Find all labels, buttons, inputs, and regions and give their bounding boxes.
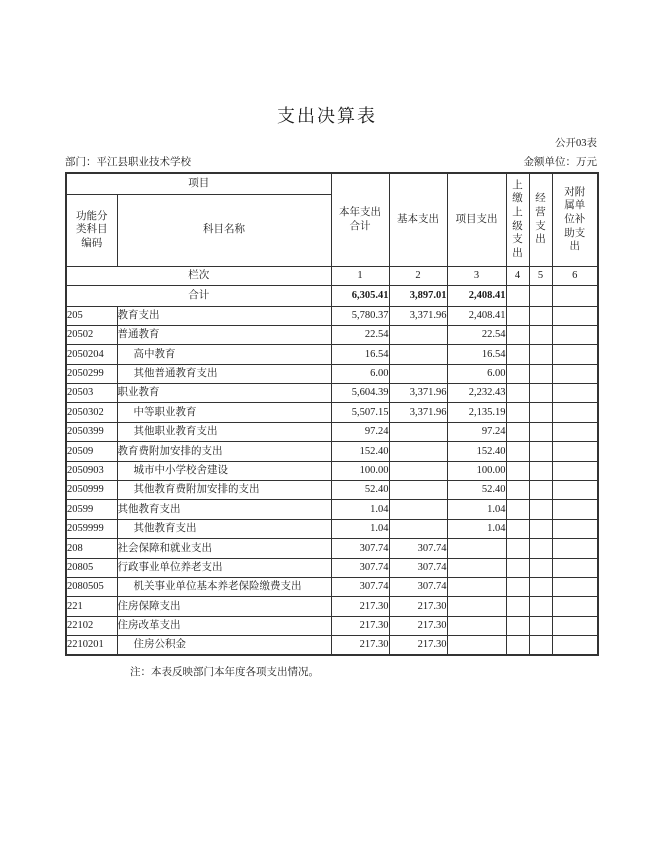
header-upper: 上缴上级支出 (506, 173, 529, 266)
cell-code: 208 (66, 539, 117, 558)
cell-total: 100.00 (331, 461, 389, 480)
cell-basic (389, 481, 447, 500)
cell-total: 307.74 (331, 558, 389, 577)
total-project: 2,408.41 (447, 285, 506, 306)
cell-name: 行政事业单位养老支出 (117, 558, 331, 577)
cell-upper (506, 577, 529, 596)
table-row (66, 403, 598, 422)
header-subsidy: 对附属单位补助支出 (552, 173, 598, 266)
cell-project: 22.54 (447, 325, 506, 344)
cell-project (447, 597, 506, 616)
meta-line (65, 154, 597, 169)
cell-basic (389, 345, 447, 364)
expenditure-table (65, 172, 599, 656)
unit-label: 金额单位：万元 (523, 157, 597, 168)
cell-project: 16.54 (447, 345, 506, 364)
cell-basic: 307.74 (389, 577, 447, 596)
cell-subsidy (552, 636, 598, 655)
cell-basic (389, 461, 447, 480)
cell-project (447, 539, 506, 558)
cell-basic (389, 364, 447, 383)
cell-total: 5,780.37 (331, 306, 389, 325)
table-row (66, 364, 598, 383)
cell-basic: 217.30 (389, 597, 447, 616)
cell-total: 1.04 (331, 519, 389, 538)
cell-project: 6.00 (447, 364, 506, 383)
cell-operating (529, 345, 552, 364)
table-body (66, 306, 598, 655)
cell-subsidy (552, 306, 598, 325)
cell-code: 22102 (66, 616, 117, 635)
cell-basic: 307.74 (389, 558, 447, 577)
cell-project: 97.24 (447, 422, 506, 441)
cell-name: 城市中小学校舍建设 (117, 461, 331, 480)
table-row (66, 442, 598, 461)
header-project-group: 项目 (66, 173, 331, 194)
cell-name: 社会保障和就业支出 (117, 539, 331, 558)
cell-code: 20599 (66, 500, 117, 519)
cell-upper (506, 597, 529, 616)
cell-name: 中等职业教育 (117, 403, 331, 422)
cell-upper (506, 616, 529, 635)
cell-project (447, 636, 506, 655)
cell-name: 其他教育支出 (117, 519, 331, 538)
cell-upper (506, 442, 529, 461)
cell-code: 20805 (66, 558, 117, 577)
cell-name: 其他职业教育支出 (117, 422, 331, 441)
cell-subsidy (552, 558, 598, 577)
cell-operating (529, 481, 552, 500)
table-row (66, 384, 598, 403)
cell-basic: 3,371.96 (389, 403, 447, 422)
table-row (66, 481, 598, 500)
cell-operating (529, 616, 552, 635)
cell-upper (506, 558, 529, 577)
cell-total: 5,604.39 (331, 384, 389, 403)
cell-name: 住房公积金 (117, 636, 331, 655)
cell-upper (506, 519, 529, 538)
cell-subsidy (552, 422, 598, 441)
cell-operating (529, 306, 552, 325)
cell-operating (529, 558, 552, 577)
cell-total: 6.00 (331, 364, 389, 383)
header-col-1: 1 (331, 266, 389, 285)
cell-project: 2,408.41 (447, 306, 506, 325)
table-code-label: 公开03表 (555, 138, 597, 149)
cell-basic (389, 422, 447, 441)
cell-operating (529, 519, 552, 538)
header-lanci: 栏次 (66, 266, 331, 285)
cell-operating (529, 461, 552, 480)
cell-code: 2059999 (66, 519, 117, 538)
header-basic: 基本支出 (389, 173, 447, 266)
cell-code: 2050903 (66, 461, 117, 480)
cell-basic (389, 519, 447, 538)
cell-operating (529, 403, 552, 422)
table-row (66, 345, 598, 364)
cell-name: 教育费附加安排的支出 (117, 442, 331, 461)
cell-operating (529, 636, 552, 655)
cell-name: 住房保障支出 (117, 597, 331, 616)
cell-subsidy (552, 345, 598, 364)
cell-subsidy (552, 364, 598, 383)
cell-project: 2,135.19 (447, 403, 506, 422)
cell-code: 2050999 (66, 481, 117, 500)
cell-name: 其他教育支出 (117, 500, 331, 519)
cell-operating (529, 364, 552, 383)
cell-name: 住房改革支出 (117, 616, 331, 635)
cell-total: 217.30 (331, 616, 389, 635)
cell-upper (506, 461, 529, 480)
header-col-6: 6 (552, 266, 598, 285)
header-row-lanci (66, 266, 598, 285)
cell-project: 152.40 (447, 442, 506, 461)
cell-upper (506, 325, 529, 344)
cell-code: 2050204 (66, 345, 117, 364)
cell-subsidy (552, 597, 598, 616)
cell-code: 20509 (66, 442, 117, 461)
cell-basic: 217.30 (389, 616, 447, 635)
cell-subsidy (552, 500, 598, 519)
cell-subsidy (552, 384, 598, 403)
cell-total: 307.74 (331, 539, 389, 558)
cell-basic: 3,371.96 (389, 384, 447, 403)
cell-subsidy (552, 461, 598, 480)
cell-total: 52.40 (331, 481, 389, 500)
cell-code: 2050399 (66, 422, 117, 441)
header-name: 科目名称 (117, 194, 331, 266)
cell-upper (506, 636, 529, 655)
cell-code: 221 (66, 597, 117, 616)
header-operating: 经营支出 (529, 173, 552, 266)
cell-total: 152.40 (331, 442, 389, 461)
cell-upper (506, 422, 529, 441)
header-col-2: 2 (389, 266, 447, 285)
table-row (66, 558, 598, 577)
cell-operating (529, 597, 552, 616)
cell-upper (506, 364, 529, 383)
cell-name: 高中教育 (117, 345, 331, 364)
cell-name: 职业教育 (117, 384, 331, 403)
cell-basic (389, 325, 447, 344)
department-label: 部门：平江县职业技术学校 (65, 157, 191, 168)
cell-project: 1.04 (447, 500, 506, 519)
cell-total: 5,507.15 (331, 403, 389, 422)
cell-name: 教育支出 (117, 306, 331, 325)
total-operating (529, 285, 552, 306)
cell-subsidy (552, 539, 598, 558)
cell-basic (389, 500, 447, 519)
cell-total: 307.74 (331, 577, 389, 596)
total-label: 合计 (66, 285, 331, 306)
cell-total: 97.24 (331, 422, 389, 441)
table-row (66, 636, 598, 655)
cell-project: 1.04 (447, 519, 506, 538)
cell-subsidy (552, 481, 598, 500)
header-total: 本年支出合计 (331, 173, 389, 266)
total-subsidy (552, 285, 598, 306)
footnote: 注：本表反映部门本年度各项支出情况。 (130, 667, 319, 679)
cell-project: 2,232.43 (447, 384, 506, 403)
cell-code: 2050299 (66, 364, 117, 383)
cell-upper (506, 403, 529, 422)
cell-subsidy (552, 442, 598, 461)
cell-operating (529, 422, 552, 441)
header-project-exp: 项目支出 (447, 173, 506, 266)
table-row (66, 519, 598, 538)
cell-name: 机关事业单位基本养老保险缴费支出 (117, 577, 331, 596)
cell-name: 其他普通教育支出 (117, 364, 331, 383)
cell-subsidy (552, 577, 598, 596)
cell-total: 1.04 (331, 500, 389, 519)
total-basic: 3,897.01 (389, 285, 447, 306)
cell-code: 20502 (66, 325, 117, 344)
cell-basic (389, 442, 447, 461)
total-amount: 6,305.41 (331, 285, 389, 306)
cell-project: 100.00 (447, 461, 506, 480)
page-title: 支出决算表 (277, 106, 377, 126)
cell-total: 217.30 (331, 636, 389, 655)
table-row (66, 500, 598, 519)
header-col-3: 3 (447, 266, 506, 285)
cell-total: 22.54 (331, 325, 389, 344)
cell-total: 217.30 (331, 597, 389, 616)
table-row (66, 616, 598, 635)
cell-project: 52.40 (447, 481, 506, 500)
cell-total: 16.54 (331, 345, 389, 364)
cell-name: 普通教育 (117, 325, 331, 344)
cell-upper (506, 500, 529, 519)
header-col-4: 4 (506, 266, 529, 285)
cell-project (447, 577, 506, 596)
cell-subsidy (552, 403, 598, 422)
cell-subsidy (552, 519, 598, 538)
cell-code: 20503 (66, 384, 117, 403)
table-row (66, 577, 598, 596)
cell-code: 2210201 (66, 636, 117, 655)
cell-code: 2080505 (66, 577, 117, 596)
cell-upper (506, 481, 529, 500)
grand-total-row (66, 285, 598, 306)
cell-basic: 307.74 (389, 539, 447, 558)
cell-code: 2050302 (66, 403, 117, 422)
cell-upper (506, 306, 529, 325)
cell-operating (529, 500, 552, 519)
header-col-5: 5 (529, 266, 552, 285)
cell-operating (529, 577, 552, 596)
cell-code: 205 (66, 306, 117, 325)
header-code: 功能分类科目编码 (66, 194, 117, 266)
table-row (66, 597, 598, 616)
cell-operating (529, 442, 552, 461)
cell-name: 其他教育费附加安排的支出 (117, 481, 331, 500)
cell-operating (529, 539, 552, 558)
cell-project (447, 558, 506, 577)
cell-upper (506, 384, 529, 403)
cell-operating (529, 325, 552, 344)
cell-basic: 3,371.96 (389, 306, 447, 325)
table-row (66, 461, 598, 480)
total-upper (506, 285, 529, 306)
cell-subsidy (552, 616, 598, 635)
table-row (66, 325, 598, 344)
cell-project (447, 616, 506, 635)
table-row (66, 539, 598, 558)
cell-upper (506, 539, 529, 558)
cell-basic: 217.30 (389, 636, 447, 655)
header-row-project (66, 173, 598, 194)
cell-subsidy (552, 325, 598, 344)
cell-upper (506, 345, 529, 364)
table-row (66, 306, 598, 325)
table-row (66, 422, 598, 441)
cell-operating (529, 384, 552, 403)
